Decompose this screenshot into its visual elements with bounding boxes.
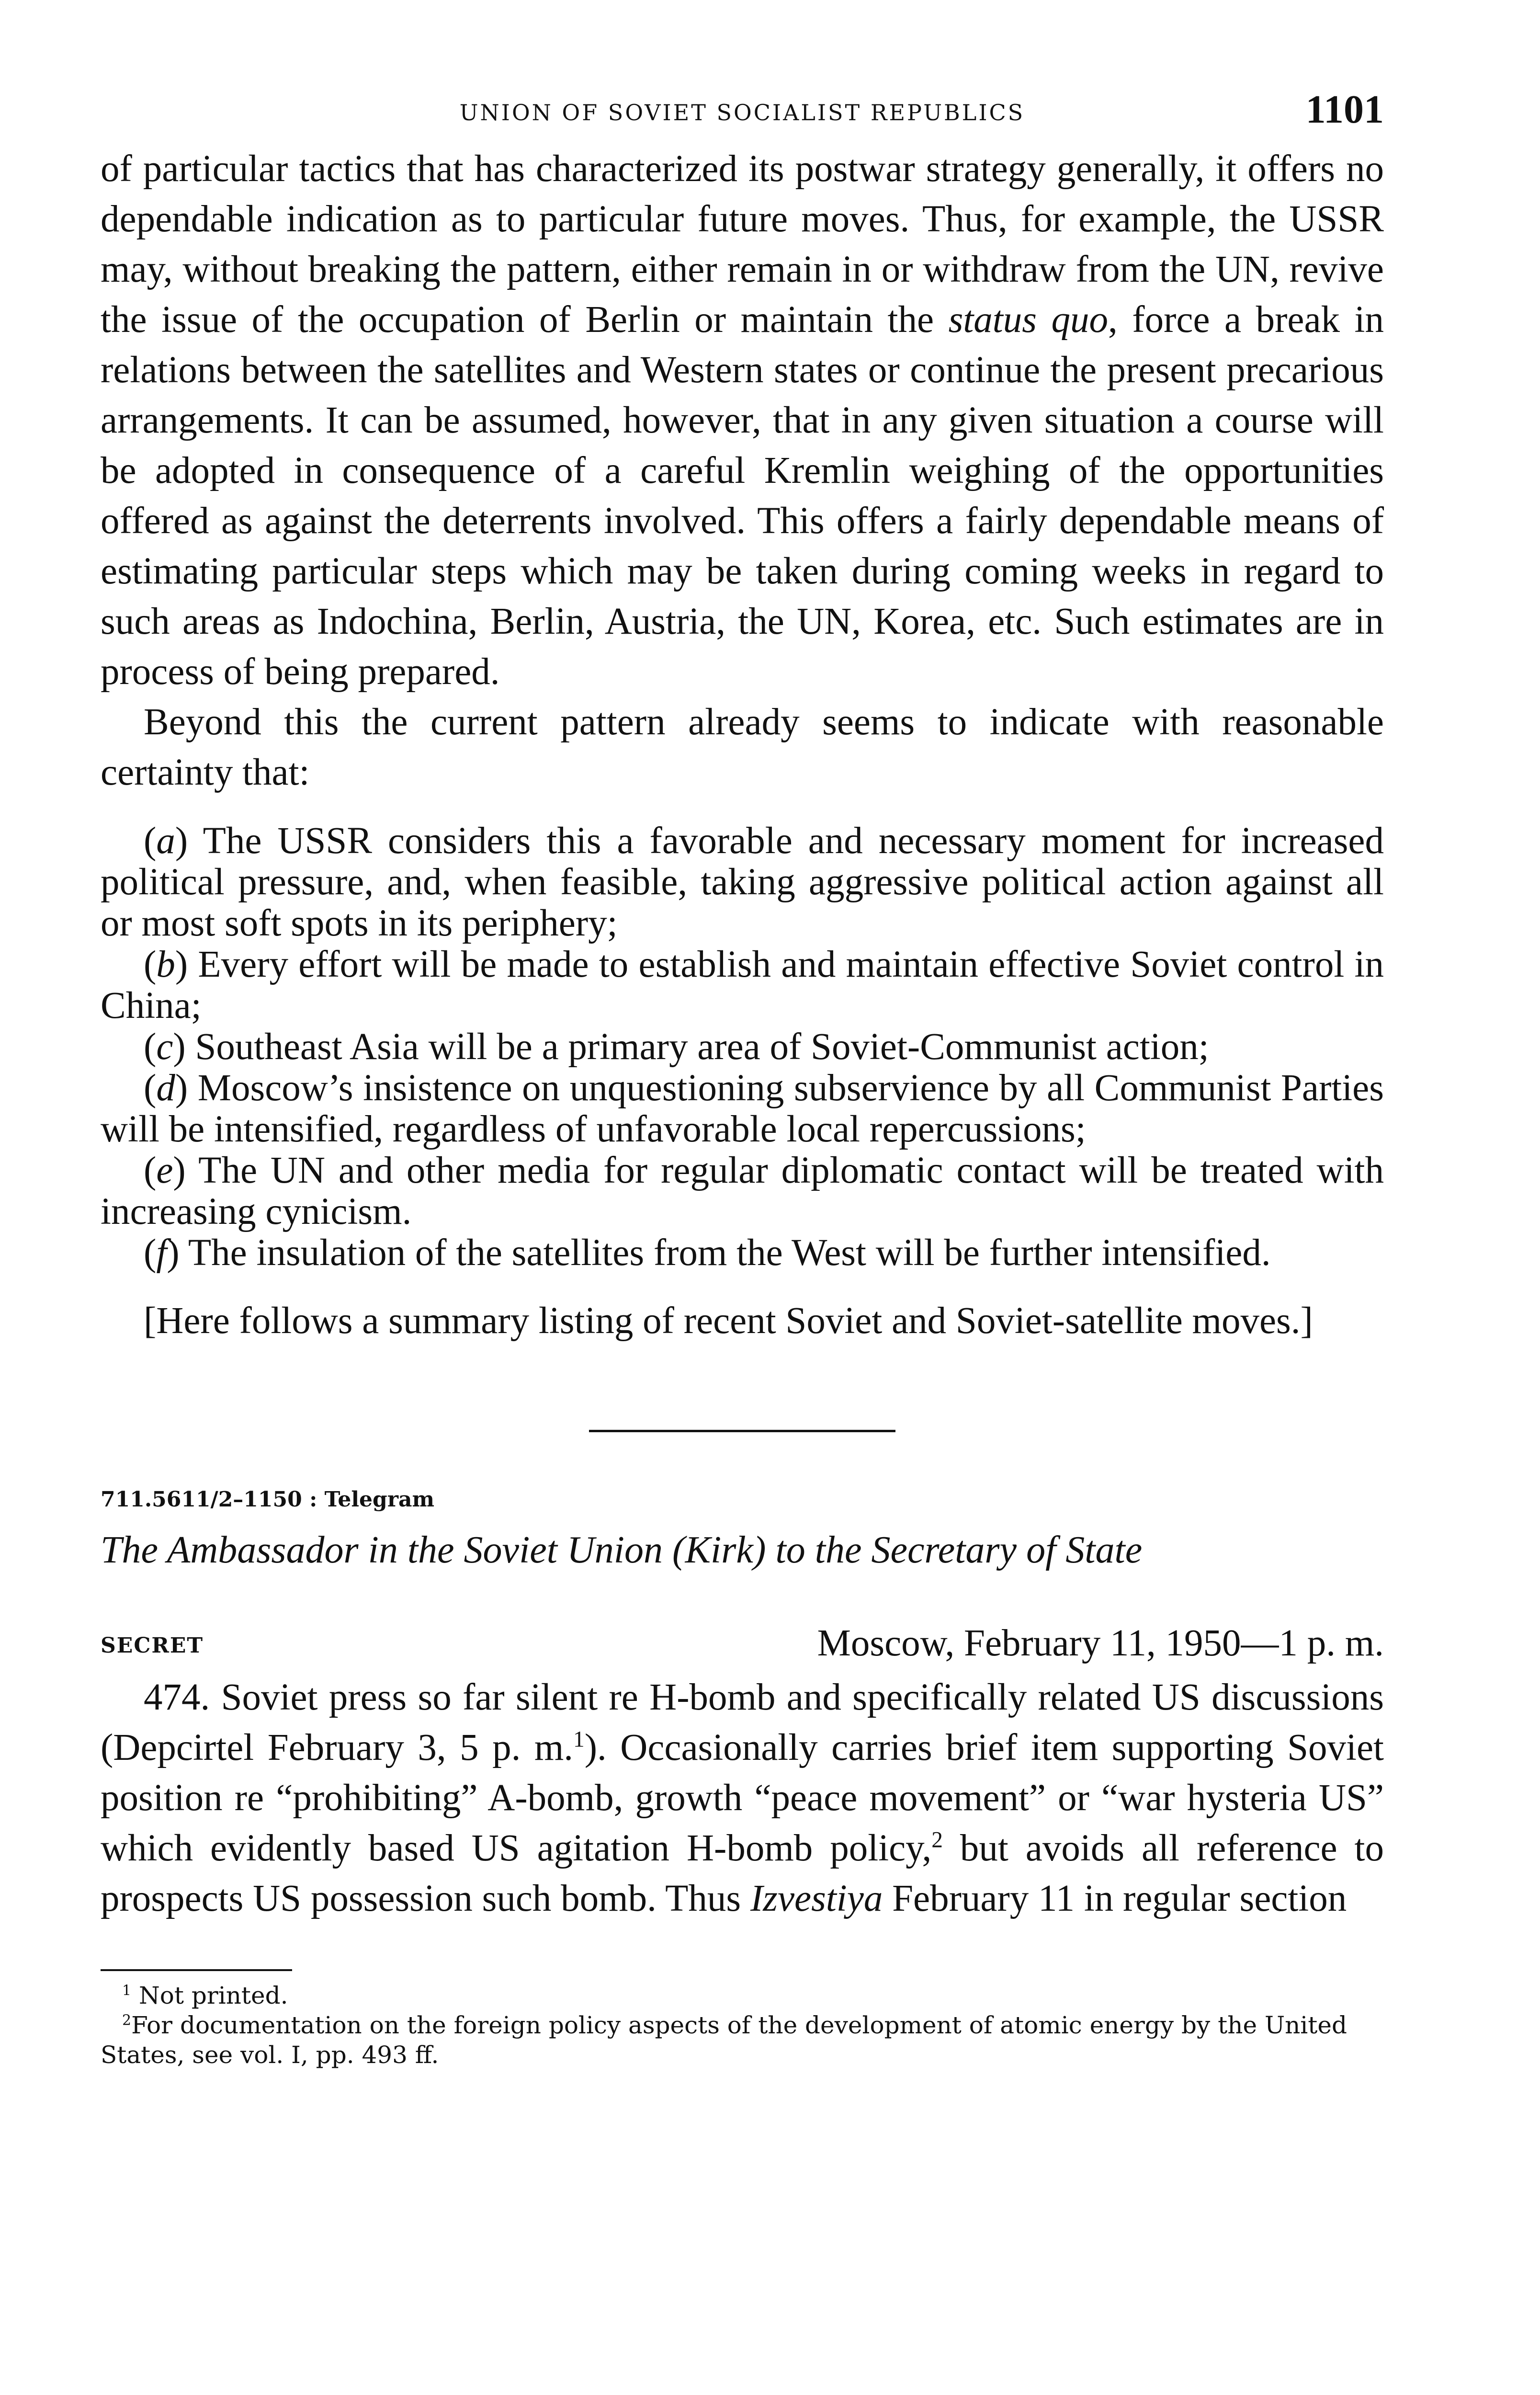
list-item-text: The insulation of the satellites from the West will be further intensified. <box>179 1232 1271 1274</box>
list-item: (c) Southeast Asia will be a primary area of Soviet-Communist action; <box>144 1026 1209 1068</box>
list-item: (e) The UN and other media for regular diplomatic contact will be treated with increasing cynicism. <box>101 1150 1384 1232</box>
list-item-text: The USSR considers this a favorable and necessary moment for increased political pressure, and, when feasible, taking aggressive political action against all or most soft spots in its periphery; <box>101 820 1384 944</box>
telegram-segment: but avoids all reference to prospects US possession such bomb. Thus <box>101 1827 1384 1919</box>
footnote-marker: 1 <box>122 1982 132 1999</box>
footnote-ref[interactable]: 2 <box>931 1827 943 1853</box>
file-number: 711.5611/2–1150 : Telegram <box>101 1487 435 1512</box>
heading-name: Kirk <box>685 1529 753 1571</box>
footnote <box>101 2010 1384 2070</box>
document-heading <box>101 1526 1384 1574</box>
running-head <box>101 86 1384 144</box>
paragraph-intro: Beyond this the current pattern already seems to indicate with reasonable certainty that: <box>101 701 1384 793</box>
paragraph-text: of particular tactics that has characterized its postwar strategy generally, it offers no dependable indication as to particular future moves. Thus, for example, the USSR may, without breaking the pattern, either remain in or withdraw from the UN, revive the issue of the occupation of Berlin or maintain the <box>101 148 1384 341</box>
heading-text: ) to the Secretary of State <box>753 1529 1143 1571</box>
running-title: UNION OF SOVIET SOCIALIST REPUBLICS <box>459 100 1025 125</box>
list-marker: a <box>156 820 175 862</box>
list-item-text: Moscow’s insistence on unquestioning subservience by all Communist Parties will be intensified, regardless of unfavorable local repercussions; <box>101 1067 1384 1150</box>
list-item: (b) Every effort will be made to establish and maintain effective Soviet control in China; <box>101 944 1384 1026</box>
telegram-segment: ). Occasionally carries brief item supporting Soviet position re “prohibiting” A-bomb, growth “peace movement” or “war hysteria US” which evidently based US agitation H-bomb policy, <box>101 1727 1384 1869</box>
footnotes <box>101 1981 1384 2070</box>
list-item-text: Every effort will be made to establish and maintain effective Soviet control in China; <box>101 944 1384 1026</box>
list-marker: b <box>156 944 175 985</box>
list-marker: e <box>156 1150 173 1191</box>
list-item: (a) The USSR considers this a favorable and necessary moment for increased political pressure, and, when feasible, taking aggressive political action against all or most soft spots in its periphery; <box>101 820 1384 944</box>
footnote-text: For documentation on the foreign policy aspects of the development of atomic energy by the United States, see vol. I, pp. 493 ff. <box>101 2011 1347 2069</box>
list-item: (f) The insulation of the satellites from the West will be further intensified. <box>144 1232 1271 1274</box>
footnote-text: Not printed. <box>131 1982 288 2009</box>
dateline <box>101 1622 1384 1672</box>
footnote-ref[interactable]: 1 <box>573 1727 585 1752</box>
editorial-note: [Here follows a summary listing of recent Soviet and Soviet-satellite moves.] <box>144 1300 1313 1342</box>
classification-label: SECRET <box>101 1633 204 1658</box>
list-item-text: The UN and other media for regular diplomatic contact will be treated with increasing cynicism. <box>101 1150 1384 1232</box>
heading-text: The Ambassador in the Soviet Union ( <box>101 1529 685 1571</box>
italic-term: status quo <box>948 299 1108 341</box>
list-marker: d <box>156 1067 175 1109</box>
place-date: Moscow, February 11, 1950—1 p. m. <box>817 1622 1384 1664</box>
enumerated-list <box>101 821 1384 1274</box>
footnote-marker: 2 <box>122 2012 132 2029</box>
list-item-text: Southeast Asia will be a primary area of Soviet-Communist action; <box>185 1026 1209 1068</box>
telegram-segment: 474. Soviet press so far silent re H-bomb and specifically related US discussions (Depcirtel February 3, 5 p. m. <box>101 1676 1384 1768</box>
paragraph-continued <box>101 144 1384 697</box>
list-marker: c <box>156 1026 173 1068</box>
list-marker: f <box>156 1232 167 1274</box>
document-page <box>101 86 1384 2070</box>
section-divider <box>589 1430 895 1432</box>
telegram-segment: February 11 in regular section <box>883 1878 1347 1919</box>
newspaper-name: Izvestiya <box>750 1878 883 1919</box>
footnote-divider <box>101 1969 292 1971</box>
paragraph-text: , force a break in relations between the satellites and Western states or continue the present precarious arrangements. It can be assumed, however, that in any given situation a course will be adopted in consequence of a careful Kremlin weighing of the opportunities offered as against the deterrents involved. This offers a fairly dependable means of estimating particular steps which may be taken during coming weeks in regard to such areas as Indochina, Berlin, Austria, the UN, Korea, etc. Such estimates are in process of being prepared. <box>101 299 1384 693</box>
footnote <box>101 1981 1384 2010</box>
page-number: 1101 <box>1305 87 1384 132</box>
list-item: (d) Moscow’s insistence on unquestioning subservience by all Communist Parties will be intensified, regardless of unfavorable local repercussions; <box>101 1067 1384 1150</box>
telegram-text <box>101 1672 1384 1924</box>
